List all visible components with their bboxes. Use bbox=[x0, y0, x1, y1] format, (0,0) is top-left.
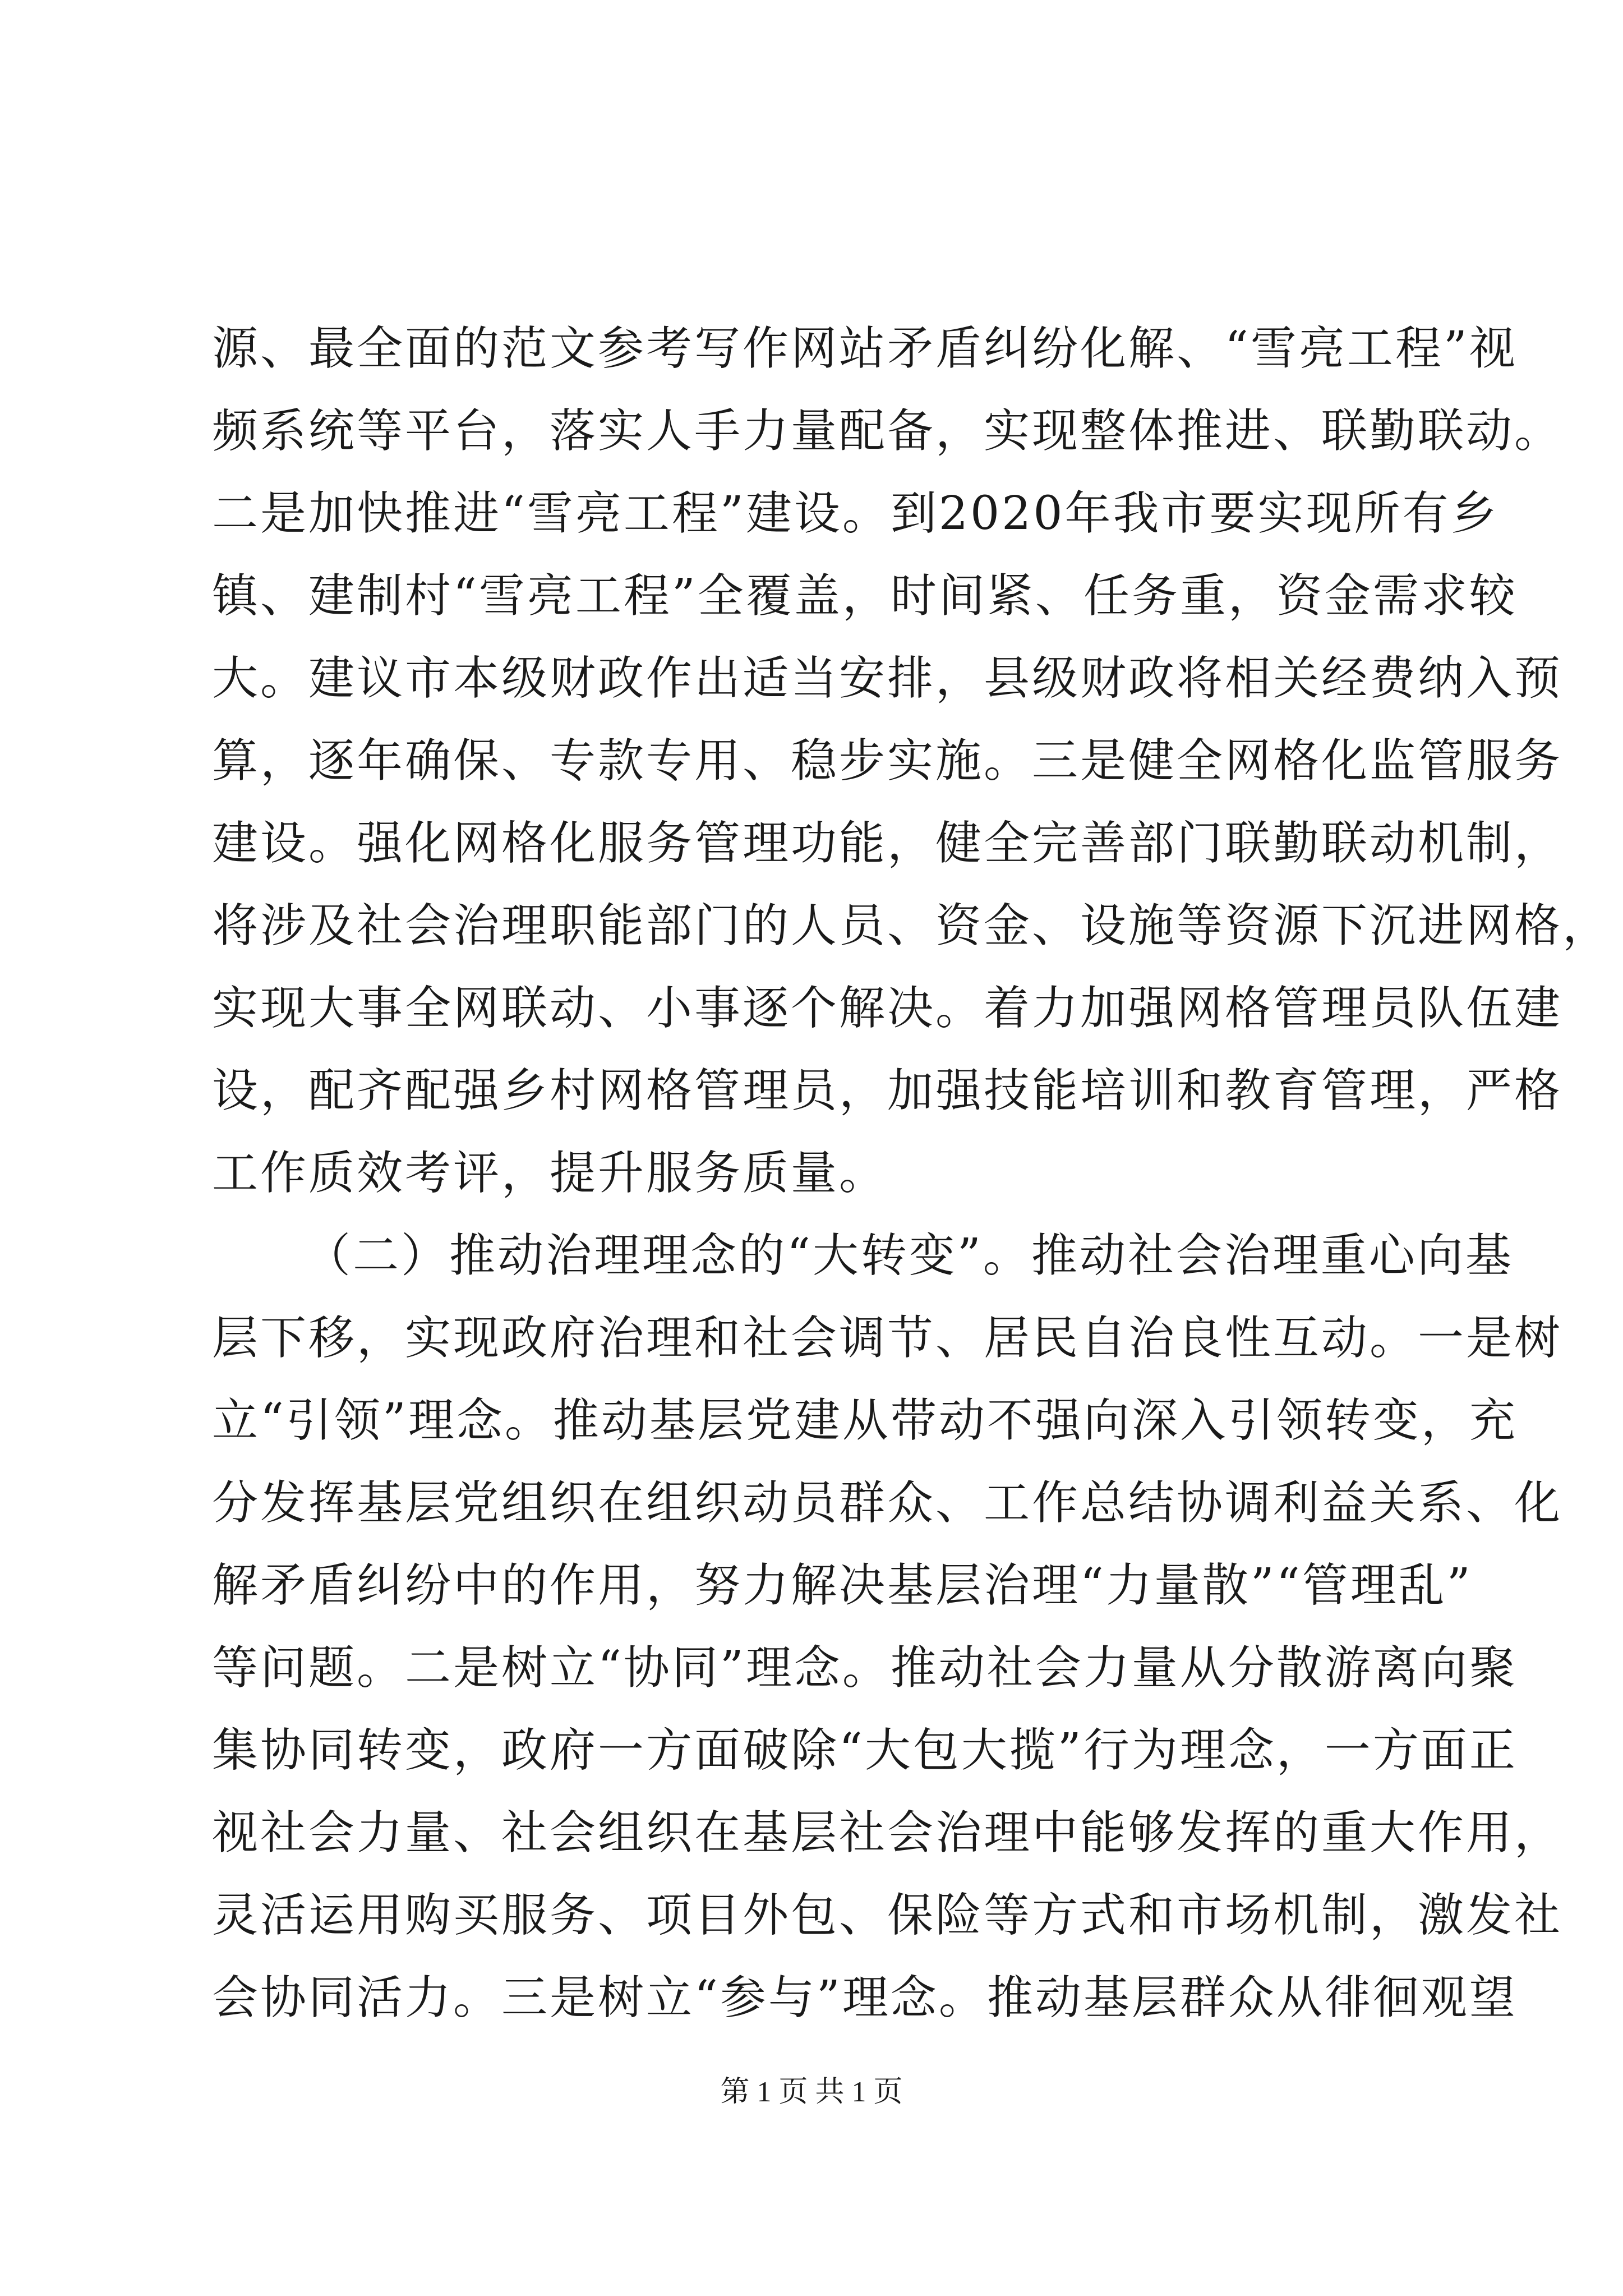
paragraph-1-line-5: 大。建议市本级财政作出适当安排，县级财政将相关经费纳入预 bbox=[212, 652, 1563, 705]
paragraph-1-line-1: 源、最全面的范文参考写作网站矛盾纠纷化解、“雪亮工程”视 bbox=[212, 322, 1518, 375]
paragraph-2-line-2: 层下移，实现政府治理和社会调节、居民自治良性互动。一是树 bbox=[212, 1312, 1563, 1365]
paragraph-1-line-3: 二是加快推进“雪亮工程”建设。到2020年我市要实现所有乡 bbox=[212, 487, 1499, 540]
paragraph-2-line-4: 分发挥基层党组织在组织动员群众、工作总结协调利益关系、化 bbox=[212, 1476, 1563, 1530]
document-body bbox=[212, 307, 1611, 2039]
paragraph-1-line-10: 设，配齐配强乡村网格管理员，加强技能培训和教育管理，严格 bbox=[212, 1064, 1563, 1117]
paragraph-2-line-5: 解矛盾纠纷中的作用，努力解决基层治理“力量散”“管理乱” bbox=[212, 1559, 1473, 1612]
paragraph-1-line-6: 算，逐年确保、专款专用、稳步实施。三是健全网格化监管服务 bbox=[212, 734, 1563, 788]
paragraph-2-line-8: 视社会力量、社会组织在基层社会治理中能够发挥的重大作用， bbox=[212, 1806, 1563, 1860]
paragraph-1-line-4: 镇、建制村“雪亮工程”全覆盖，时间紧、任务重，资金需求较 bbox=[212, 569, 1518, 623]
paragraph-1-line-8: 将涉及社会治理职能部门的人员、资金、设施等资源下沉进网格， bbox=[212, 899, 1611, 953]
paragraph-2-line-6: 等问题。二是树立“协同”理念。推动社会力量从分散游离向聚 bbox=[212, 1641, 1518, 1695]
paragraph-2-line-7: 集协同转变，政府一方面破除“大包大揽”行为理念，一方面正 bbox=[212, 1724, 1518, 1777]
paragraph-2-line-1: （二）推动治理理念的“大转变”。推动社会治理重心向基 bbox=[305, 1229, 1514, 1282]
paragraph-2-line-10: 会协同活力。三是树立“参与”理念。推动基层群众从徘徊观望 bbox=[212, 1971, 1518, 2024]
paragraph-1-line-9: 实现大事全网联动、小事逐个解决。着力加强网格管理员队伍建 bbox=[212, 982, 1563, 1035]
paragraph-2-line-9: 灵活运用购买服务、项目外包、保险等方式和市场机制，激发社 bbox=[212, 1889, 1563, 1942]
paragraph-1-line-7: 建设。强化网格化服务管理功能，健全完善部门联勤联动机制， bbox=[212, 817, 1563, 870]
paragraph-2-line-3: 立“引领”理念。推动基层党建从带动不强向深入引领转变，充 bbox=[212, 1394, 1518, 1447]
page-footer: 第 1 页 共 1 页 bbox=[720, 2076, 903, 2108]
paragraph-1-line-2: 频系统等平台，落实人手力量配备，实现整体推进、联勤联动。 bbox=[212, 404, 1563, 458]
paragraph-1-line-11: 工作质效考评，提升服务质量。 bbox=[212, 1147, 888, 1200]
